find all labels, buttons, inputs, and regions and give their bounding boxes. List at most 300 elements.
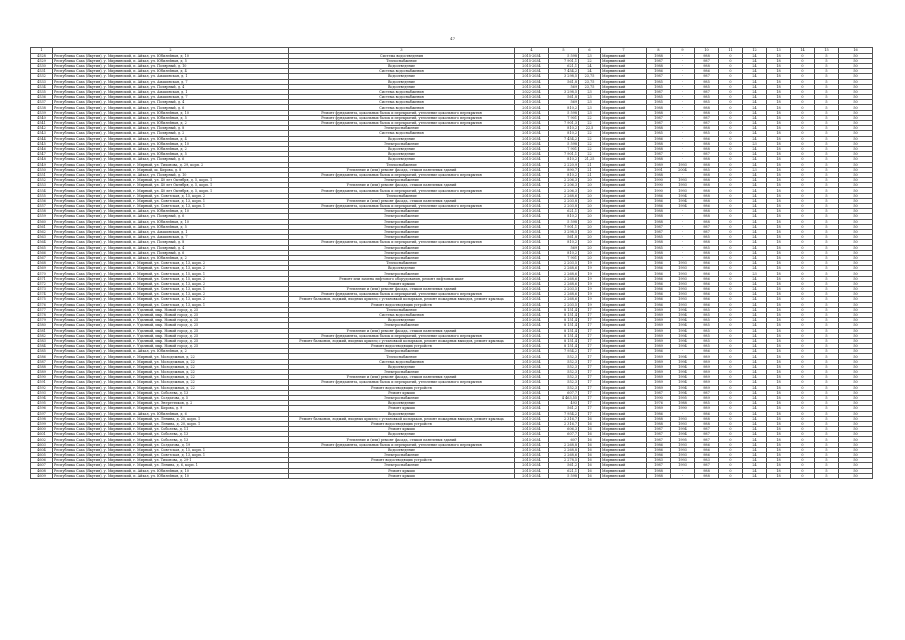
table-cell: 5	[815, 245, 839, 250]
table-cell: 988	[695, 255, 719, 260]
table-cell: 0	[791, 146, 815, 151]
table-cell: Мирнинский	[601, 333, 647, 338]
column-number: 10	[695, 48, 719, 54]
table-cell: 2015-2034	[515, 385, 549, 390]
table-cell: Ремонт балконов, лоджий, входных крылец с установкой козырьков, ремонт пожарных выходов, ремонт крыльца	[289, 297, 515, 302]
table-cell: 0	[791, 193, 815, 198]
table-cell: 24	[579, 69, 601, 74]
table-cell: 0	[791, 281, 815, 286]
table-cell: 0	[791, 214, 815, 219]
table-cell: 987	[695, 152, 719, 157]
table-cell: 0	[791, 442, 815, 447]
table-cell: Республика Саха (Якутия), у. Мирнинский, г. Мирный, ул. Молодежная, д. 22	[53, 359, 289, 364]
table-cell: 0	[791, 375, 815, 380]
table-cell: 989	[695, 375, 719, 380]
table-cell: 0	[719, 105, 743, 110]
table-cell: 0	[791, 162, 815, 167]
table-cell: 24	[743, 473, 767, 478]
table-cell: 17	[579, 375, 601, 380]
table-cell: 4578	[31, 312, 53, 317]
table-cell: -	[671, 411, 695, 416]
table-cell: Мирнинский	[601, 219, 647, 224]
table-cell: 0	[791, 224, 815, 229]
table-cell: 18	[767, 437, 791, 442]
table-cell: 5	[815, 359, 839, 364]
table-cell: 1994	[671, 193, 695, 198]
table-cell: Мирнинский	[601, 136, 647, 141]
table-cell: 24	[743, 447, 767, 452]
table-cell: 4590	[31, 375, 53, 380]
table-cell: 18	[767, 401, 791, 406]
table-cell: 4609	[31, 473, 53, 478]
table-cell: 5	[815, 427, 839, 432]
table-cell: 1986	[647, 447, 671, 452]
table-cell: 7 954,2	[549, 349, 579, 354]
column-number: 5	[549, 48, 579, 54]
table-cell: 1987	[647, 390, 671, 395]
table-cell: Электроснабжение	[289, 271, 515, 276]
table-cell: Республика Саха (Якутия), у. Мирнинский, г. Мирный, ул. Солдатова, д. 5	[53, 395, 289, 400]
table-cell: 985	[695, 344, 719, 349]
table-cell: 18	[767, 432, 791, 437]
table-cell: 17	[579, 401, 601, 406]
table-cell: 5	[815, 453, 839, 458]
table-cell: 50	[839, 89, 873, 94]
table-cell: 989	[695, 370, 719, 375]
table-cell: 0	[719, 411, 743, 416]
table-cell: 4574	[31, 292, 53, 297]
table-cell: 0	[791, 307, 815, 312]
table-cell: Республика Саха (Якутия), у. Мирнинский, п. Айхал, ул. Полярный, д. 4	[53, 100, 289, 105]
table-cell: 18	[767, 297, 791, 302]
table-cell: 987	[695, 89, 719, 94]
table-cell: 2015-2034	[515, 276, 549, 281]
table-cell: 4583	[31, 338, 53, 343]
table-cell: 2015-2034	[515, 437, 549, 442]
table-cell: 2 268,6	[549, 193, 579, 198]
table-cell: 1987	[647, 432, 671, 437]
table-cell: 18	[767, 178, 791, 183]
table-cell: 16	[579, 453, 601, 458]
table-cell: 4528	[31, 53, 53, 58]
table-cell: 1988	[671, 401, 695, 406]
table-cell: 988	[695, 240, 719, 245]
table-cell: 18	[767, 395, 791, 400]
table-cell: 4586	[31, 354, 53, 359]
table-cell: Электроснабжение	[289, 219, 515, 224]
table-cell: Республика Саха (Якутия), у. Мирнинский, п. Айхал, ул. Юбилейная, д. 2	[53, 146, 289, 151]
table-cell: 22	[579, 141, 601, 146]
table-cell: 18	[767, 261, 791, 266]
table-cell: 1994	[671, 390, 695, 395]
table-cell: Мирнинский	[601, 266, 647, 271]
table-cell: 1990	[647, 188, 671, 193]
table-cell: 2015-2034	[515, 354, 549, 359]
table-cell: 4591	[31, 380, 53, 385]
column-number: 9	[671, 48, 695, 54]
table-cell: 2 268,6	[549, 297, 579, 302]
table-cell: 24	[743, 411, 767, 416]
table-cell: 50	[839, 458, 873, 463]
table-cell: 50	[839, 344, 873, 349]
table-cell: Республика Саха (Якутия), у. Мирнинский, г. Мирный, ул. Ленина, д. 20, корп. 1	[53, 416, 289, 421]
table-cell: 5	[815, 126, 839, 131]
table-cell: 5	[815, 447, 839, 452]
table-cell: 4568	[31, 261, 53, 266]
table-cell: 1993	[671, 302, 695, 307]
table-cell: Утепление и (или) ремонт фасада, стыков панелевых зданий	[289, 198, 515, 203]
table-cell: Республика Саха (Якутия), у. Мирнинский, г. Мирный, ул. Ленина, д. 6, корп. 1	[53, 463, 289, 468]
table-cell: 24	[743, 287, 767, 292]
table-cell: Водоотведение	[289, 84, 515, 89]
table-cell: 5	[815, 463, 839, 468]
column-number: 11	[719, 48, 743, 54]
table-cell: 2015-2034	[515, 349, 549, 354]
table-cell: 4554	[31, 188, 53, 193]
table-cell: 50	[839, 250, 873, 255]
table-cell: 18	[767, 152, 791, 157]
table-cell: 24	[743, 302, 767, 307]
table-cell: 18	[767, 318, 791, 323]
table-cell: 1989	[647, 385, 671, 390]
table-cell: 16	[579, 416, 601, 421]
table-cell: -	[671, 473, 695, 478]
table-cell: Республика Саха (Якутия), у. Мирнинский, п. Айхал, ул. Юбилейная, д. 10	[53, 141, 289, 146]
table-cell: Мирнинский	[601, 437, 647, 442]
table-cell: -	[671, 58, 695, 63]
table-cell: 50	[839, 318, 873, 323]
table-cell: 24	[743, 463, 767, 468]
table-cell: 1987	[647, 427, 671, 432]
table-cell: 0	[791, 287, 815, 292]
table-cell: 0	[719, 458, 743, 463]
table-cell: Мирнинский	[601, 58, 647, 63]
table-cell: 50	[839, 328, 873, 333]
table-cell: 16	[579, 427, 601, 432]
table-cell: 0	[719, 95, 743, 100]
table-cell: 50	[839, 333, 873, 338]
table-cell: Республика Саха (Якутия), у. Мирнинский, п. Айхал, ул. Юбилейная, д. 2	[53, 255, 289, 260]
table-cell: 5	[815, 473, 839, 478]
table-cell: 24	[743, 344, 767, 349]
table-cell: Республика Саха (Якутия), у. Мирнинский, г. Мирный, ул. Советская, д. 15, корп. 1	[53, 447, 289, 452]
table-cell: 18	[767, 276, 791, 281]
table-cell: Республика Саха (Якутия), у. Мирнинский, п. Айхал, ул. Амакинская, д. 1	[53, 229, 289, 234]
table-cell: 5	[815, 437, 839, 442]
table-cell: 985	[695, 245, 719, 250]
table-cell: 988	[695, 193, 719, 198]
table-cell: Электроснабжение	[289, 126, 515, 131]
column-number: 3	[289, 48, 515, 54]
table-cell: Электроснабжение	[289, 235, 515, 240]
table-cell: 0	[719, 157, 743, 162]
table-cell: 985	[695, 84, 719, 89]
table-cell: -	[671, 157, 695, 162]
table-cell: 19	[579, 266, 601, 271]
table-cell: 2 203,5	[549, 302, 579, 307]
table-cell: 24	[743, 359, 767, 364]
table-cell: 18	[767, 266, 791, 271]
table-cell: 0	[791, 240, 815, 245]
table-cell: 985	[695, 318, 719, 323]
table-cell: Мирнинский	[601, 390, 647, 395]
table-cell: 986	[695, 453, 719, 458]
table-cell: 985	[695, 131, 719, 136]
table-cell: Республика Саха (Якутия), у. Мирнинский, г. Мирный, ул. Советская, д. 15, корп. 2	[53, 276, 289, 281]
table-cell: 50	[839, 229, 873, 234]
table-cell: Республика Саха (Якутия), у. Мирнинский, п. Айхал, ул. Полярный, д. 2	[53, 131, 289, 136]
table-cell: 607,7	[549, 390, 579, 395]
table-cell: 0	[791, 297, 815, 302]
table-cell: 1994	[671, 198, 695, 203]
table-cell: 2015-2034	[515, 146, 549, 151]
table-cell: 50	[839, 385, 873, 390]
table-cell: Водоотведение	[289, 79, 515, 84]
table-cell: 1994	[671, 370, 695, 375]
table-cell: 1993	[671, 162, 695, 167]
table-cell: 18	[767, 312, 791, 317]
table-cell: 2015-2034	[515, 95, 549, 100]
table-cell: 24	[743, 245, 767, 250]
table-cell: 4 463,55	[549, 395, 579, 400]
table-cell: 0	[719, 121, 743, 126]
table-cell: 4541	[31, 121, 53, 126]
table-cell: 1988	[647, 105, 671, 110]
table-cell: 18	[767, 255, 791, 260]
table-cell: 2015-2034	[515, 328, 549, 333]
table-cell: Мирнинский	[601, 427, 647, 432]
table-cell: 1983	[647, 458, 671, 463]
table-cell: Республика Саха (Якутия), у. Мирнинский, п. Айхал, ул. Юбилейная, д. 10	[53, 468, 289, 473]
table-cell: Мирнинский	[601, 364, 647, 369]
table-cell: 50	[839, 281, 873, 286]
table-cell: 0	[791, 235, 815, 240]
table-cell: 1988	[647, 468, 671, 473]
table-cell: 50	[839, 463, 873, 468]
table-cell: 5	[815, 302, 839, 307]
table-cell: 2015-2034	[515, 261, 549, 266]
table-cell: 17	[579, 359, 601, 364]
table-cell: Система водоотведения	[289, 53, 515, 58]
table-cell: 2 203,8	[549, 198, 579, 203]
table-cell: 24	[743, 136, 767, 141]
table-cell: 5	[815, 58, 839, 63]
table-cell: 2015-2034	[515, 411, 549, 416]
table-cell: 988	[695, 141, 719, 146]
table-cell: 5	[815, 276, 839, 281]
table-cell: 4588	[31, 364, 53, 369]
table-cell: 0	[719, 416, 743, 421]
table-cell: Республика Саха (Якутия), у. Мирнинский, п. Айхал, ул. Полярный, д. 6	[53, 250, 289, 255]
table-cell: 1991	[647, 167, 671, 172]
table-cell: 1989	[647, 375, 671, 380]
table-cell: 4582	[31, 333, 53, 338]
table-cell: 24	[743, 307, 767, 312]
table-cell: 20	[579, 235, 601, 240]
table-cell: 18	[767, 375, 791, 380]
table-cell: 24	[743, 240, 767, 245]
table-cell: 1989	[647, 333, 671, 338]
table-cell: 24	[743, 468, 767, 473]
table-cell: Республика Саха (Якутия), у. Мирнинский, п. Айхал, ул. Юбилейная, д. 5	[53, 58, 289, 63]
table-cell: 1987	[647, 58, 671, 63]
table-cell: 5	[815, 131, 839, 136]
table-cell: 7 954,2	[549, 411, 579, 416]
table-cell: Мирнинский	[601, 172, 647, 177]
table-cell: 50	[839, 276, 873, 281]
table-cell: 1986	[647, 271, 671, 276]
table-cell: 1988	[647, 240, 671, 245]
table-cell: 1985	[647, 84, 671, 89]
table-cell: 986	[695, 276, 719, 281]
table-cell: 988	[695, 126, 719, 131]
table-cell: 1995	[671, 395, 695, 400]
column-number: 2	[53, 48, 289, 54]
table-cell: 24	[743, 380, 767, 385]
table-cell: 18	[767, 219, 791, 224]
table-cell: -	[671, 255, 695, 260]
table-cell: 0	[719, 126, 743, 131]
table-cell: Теплоснабжение	[289, 162, 515, 167]
table-cell: -	[671, 74, 695, 79]
table-cell: 0	[719, 437, 743, 442]
table-cell: 2015-2034	[515, 69, 549, 74]
table-cell: Республика Саха (Якутия), у. Мирнинский, г. Мирный, ул. Соболева, д. 13	[53, 437, 289, 442]
table-cell: Мирнинский	[601, 312, 647, 317]
table-cell: 21	[579, 162, 601, 167]
table-cell: 8 151,4	[549, 307, 579, 312]
table-cell: Система водоснабжения	[289, 95, 515, 100]
table-cell: 24	[743, 95, 767, 100]
table-cell: 1994	[671, 318, 695, 323]
table-cell: 0	[791, 447, 815, 452]
table-cell: 2015-2034	[515, 172, 549, 177]
table-cell: 0	[719, 375, 743, 380]
table-cell: 1994	[671, 380, 695, 385]
table-cell: 18	[767, 421, 791, 426]
table-cell: Республика Саха (Якутия), у. Мирнинский, п. Айхал, ул. Юбилейная, д. 2	[53, 121, 289, 126]
table-cell: 24	[743, 453, 767, 458]
table-cell: 0	[719, 292, 743, 297]
table-cell: 5	[815, 229, 839, 234]
table-cell: -	[671, 53, 695, 58]
table-cell: 2015-2034	[515, 375, 549, 380]
table-cell: 1993	[671, 287, 695, 292]
table-cell: 0	[719, 323, 743, 328]
table-cell: 2015-2034	[515, 271, 549, 276]
table-cell: 4559	[31, 214, 53, 219]
table-cell: 1988	[647, 53, 671, 58]
table-cell: 50	[839, 421, 873, 426]
table-cell: Ремонт водоотводящих устройств	[289, 385, 515, 390]
table-cell: 2015-2034	[515, 198, 549, 203]
table-cell: 1985	[647, 95, 671, 100]
table-cell: Водоотведение	[289, 411, 515, 416]
table-cell: 50	[839, 79, 873, 84]
table-cell: Республика Саха (Якутия), у. Мирнинский, п. Айхал, ул. Амакинская, д. 7	[53, 95, 289, 100]
table-cell: Республика Саха (Якутия), у. Мирнинский, г. Мирный, ул. Советская, д. 13, корп. 1	[53, 453, 289, 458]
table-cell: 552,3	[549, 370, 579, 375]
table-cell: 4605	[31, 453, 53, 458]
table-cell: 987	[695, 432, 719, 437]
table-cell: 0	[719, 74, 743, 79]
table-cell: 22	[579, 115, 601, 120]
table-cell: 5	[815, 458, 839, 463]
table-cell: 1989	[647, 338, 671, 343]
table-cell: 50	[839, 411, 873, 416]
table-cell: 5	[815, 281, 839, 286]
table-cell: -	[671, 224, 695, 229]
table-cell: 0	[719, 167, 743, 172]
table-cell: 17	[579, 307, 601, 312]
table-cell: 989	[695, 406, 719, 411]
table-cell: 4566	[31, 250, 53, 255]
table-cell: 18	[767, 458, 791, 463]
table-cell: Ремонт крыши	[289, 468, 515, 473]
table-cell: 50	[839, 167, 873, 172]
table-cell: 4565	[31, 245, 53, 250]
table-cell: Мирнинский	[601, 214, 647, 219]
table-cell: 24	[743, 292, 767, 297]
table-cell: 1986	[647, 442, 671, 447]
table-cell: 24	[743, 63, 767, 68]
table-cell: 50	[839, 354, 873, 359]
table-cell: 20	[579, 183, 601, 188]
table-cell: Мирнинский	[601, 375, 647, 380]
table-cell: 20	[579, 188, 601, 193]
table-cell: 4535	[31, 89, 53, 94]
table-cell: 5	[815, 344, 839, 349]
table-cell: 7 901	[549, 146, 579, 151]
table-cell: 22,5	[579, 126, 601, 131]
table-cell: Ремонт фундамента, цокольных балок и перекрытий, утепление цокольного перекрытия	[289, 204, 515, 209]
table-cell: 1994	[671, 333, 695, 338]
table-cell: Мирнинский	[601, 370, 647, 375]
table-cell: 18	[767, 468, 791, 473]
table-cell: 50	[839, 401, 873, 406]
table-cell: 7 901	[549, 115, 579, 120]
table-cell: 561,8	[549, 79, 579, 84]
table-cell: 0	[719, 209, 743, 214]
table-cell: 0	[791, 380, 815, 385]
table-cell: 18	[767, 302, 791, 307]
table-cell: 24	[743, 219, 767, 224]
table-cell: Республика Саха (Якутия), у. Мирнинский, п. Айхал, ул. Юбилейная, д. 10	[53, 219, 289, 224]
table-cell: 1990	[671, 406, 695, 411]
table-cell: Электроснабжение	[289, 245, 515, 250]
table-cell: 50	[839, 447, 873, 452]
table-cell: 4538	[31, 105, 53, 110]
table-cell: 5	[815, 63, 839, 68]
table-cell: 18	[767, 245, 791, 250]
table-cell: 5	[815, 401, 839, 406]
table-cell: 5	[815, 411, 839, 416]
table-cell: 2015-2034	[515, 338, 549, 343]
table-cell: Республика Саха (Якутия), у. Мирнинский, п. Айхал, ул. Полярный, д. 8	[53, 126, 289, 131]
table-cell: 1994	[671, 364, 695, 369]
table-cell: 24	[743, 338, 767, 343]
table-cell: 17	[579, 370, 601, 375]
table-cell: 988	[695, 209, 719, 214]
table-cell: -	[671, 468, 695, 473]
table-cell: Мирнинский	[601, 89, 647, 94]
table-cell: Мирнинский	[601, 463, 647, 468]
table-cell: 18	[767, 390, 791, 395]
table-cell: Электроснабжение	[289, 224, 515, 229]
table-cell: Республика Саха (Якутия), у. Мирнинский, г. Мирный, ул. Тихонова, д. 29, корп. 2	[53, 162, 289, 167]
table-cell: 0	[791, 167, 815, 172]
table-cell: 4595	[31, 401, 53, 406]
